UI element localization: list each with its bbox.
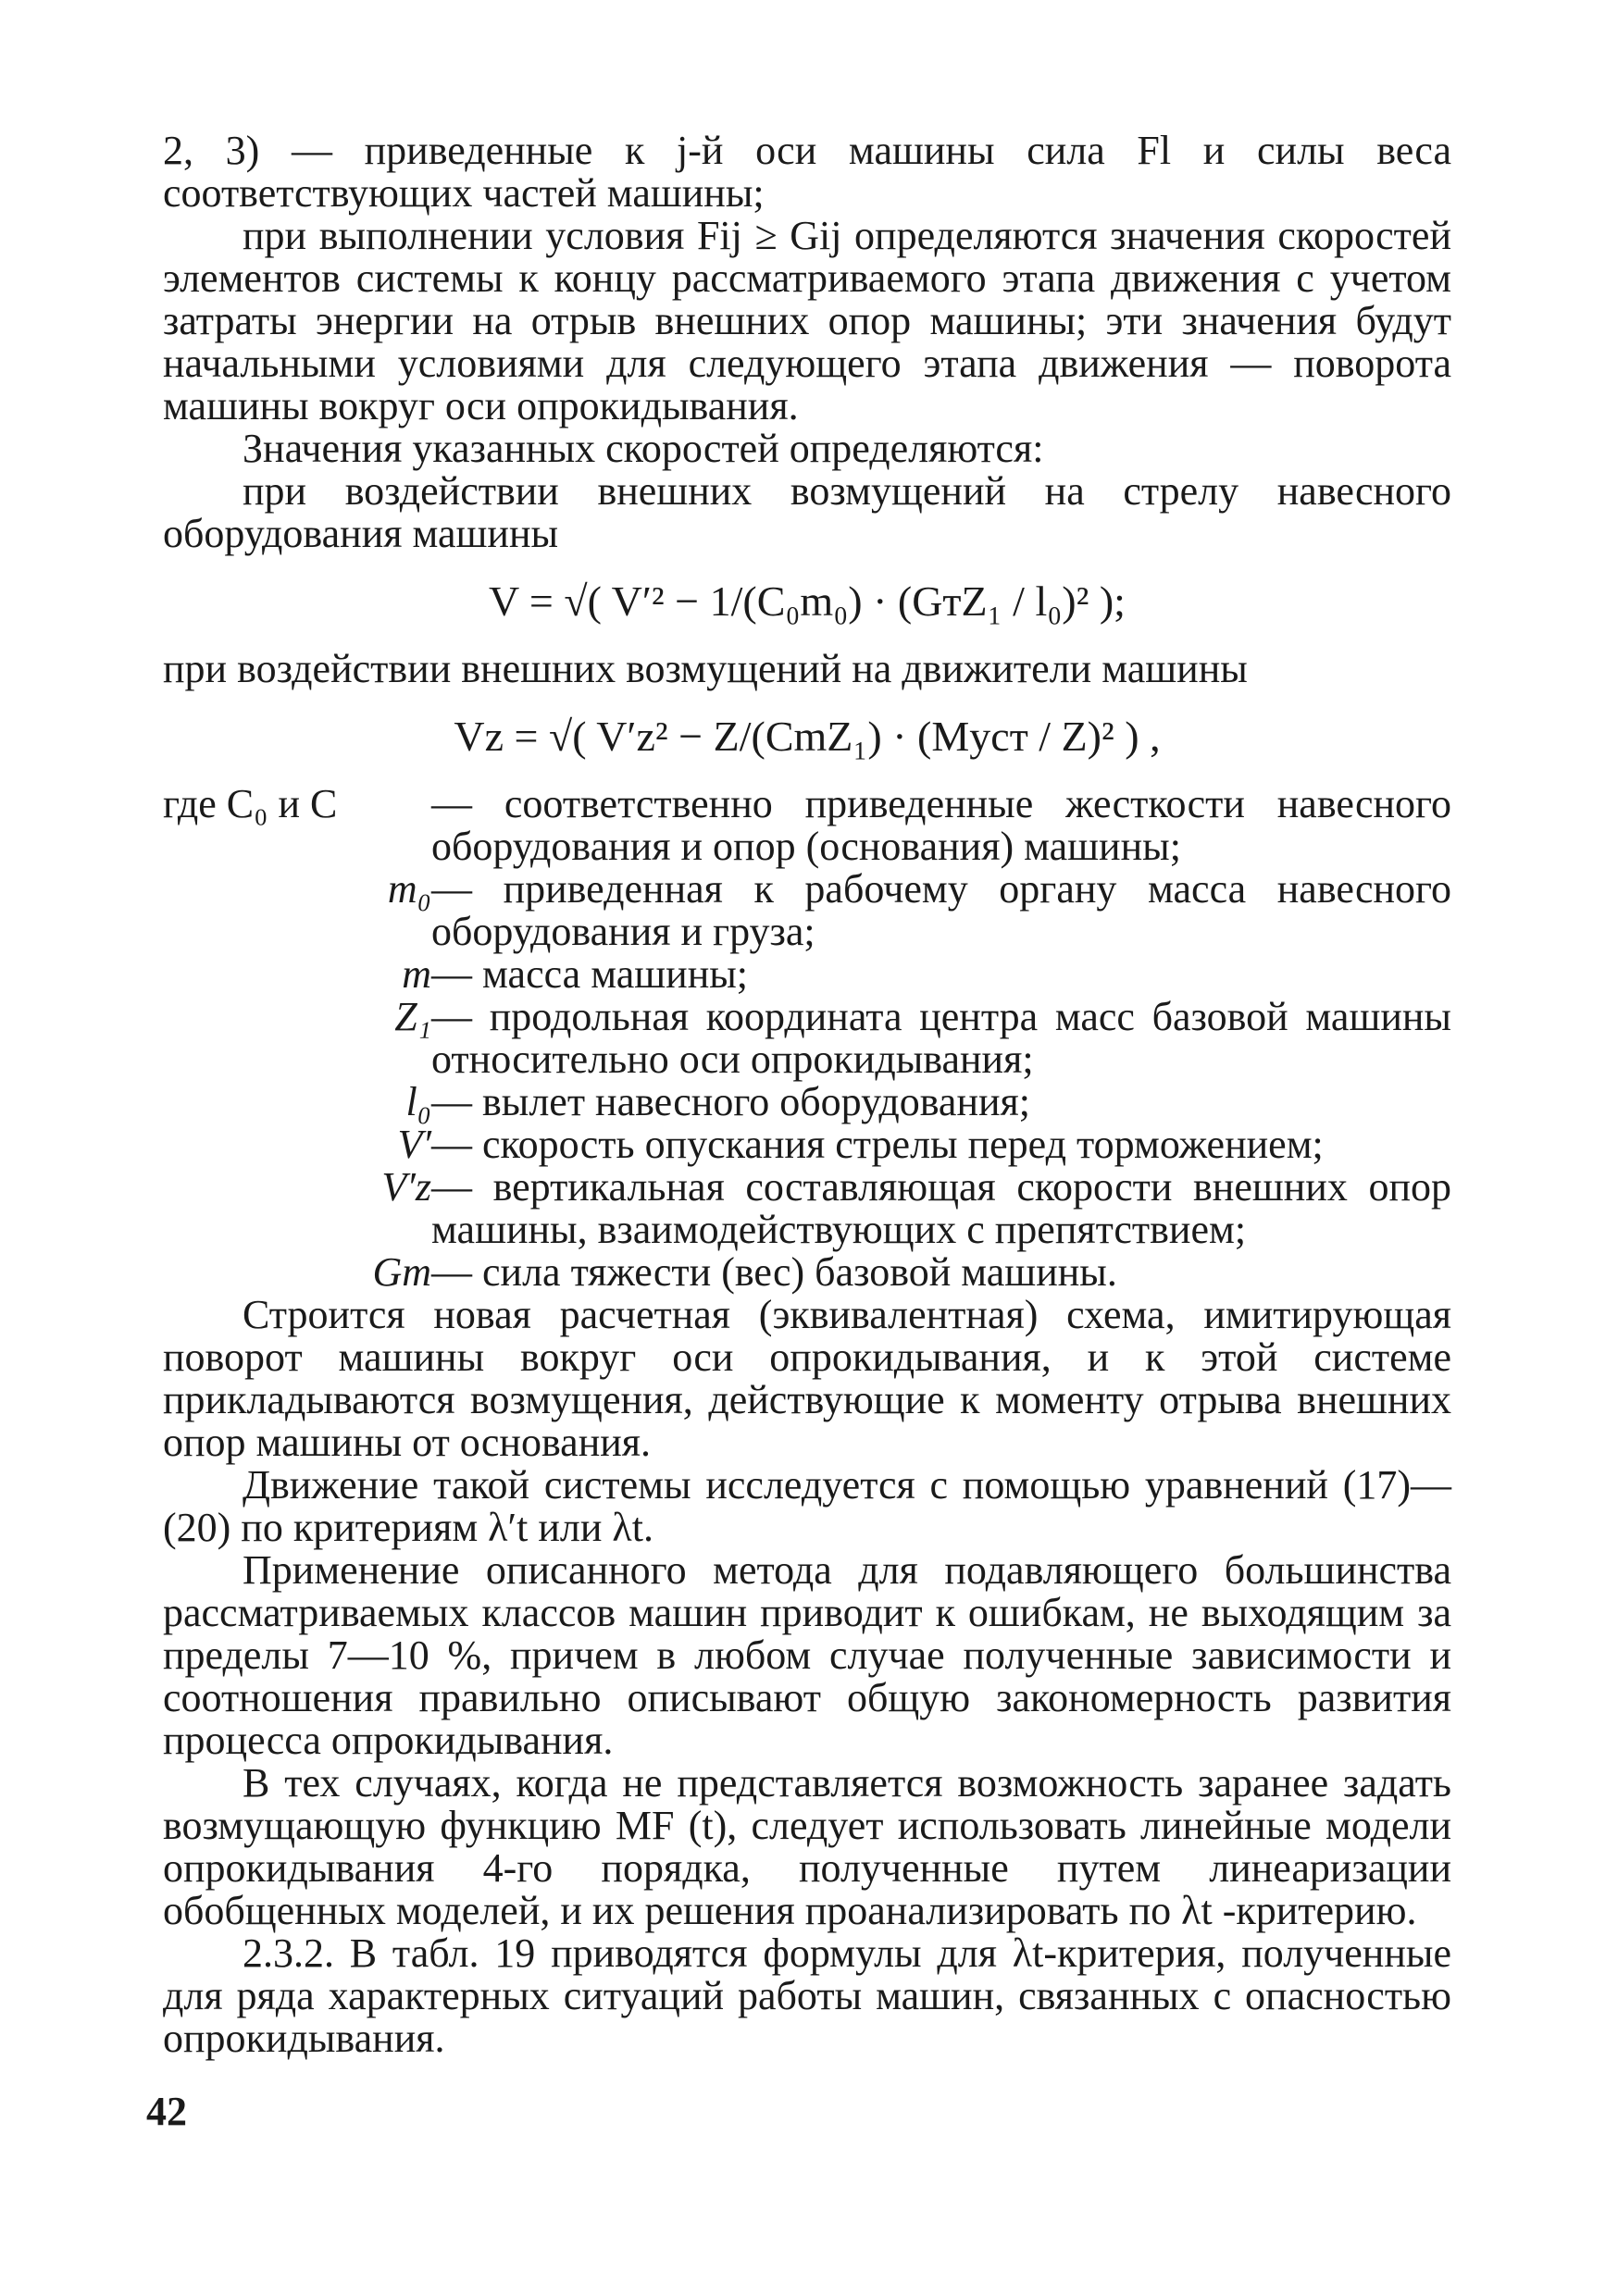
legend-symbol: m₀ xyxy=(387,866,431,912)
paragraph: Движение такой системы исследуется с помощью уравнений (17)—(20) по критериям λ′t или λt. xyxy=(163,1462,1451,1550)
legend-row xyxy=(163,1123,1451,1166)
legend-description: — вылет навесного оборудования; xyxy=(431,1079,1031,1124)
legend-row xyxy=(163,996,1451,1081)
legend-description: — приведенная к рабочему органу масса навесного оборудования и груза; xyxy=(431,866,1451,954)
body-text xyxy=(163,130,1451,2060)
paragraph: при воздействии внешних возмущений на движители машины xyxy=(163,646,1248,691)
legend-symbol: m xyxy=(402,951,431,997)
legend-description: — сила тяжести (вес) базовой машины. xyxy=(431,1249,1117,1295)
page-number: 42 xyxy=(146,2089,187,2134)
legend-symbol: Z₁ xyxy=(394,994,431,1039)
paragraph: 2.3.2. В табл. 19 приводятся формулы для λt-критерия, полученные для ряда характерных ситуаций работы машин, связанных с опасностью опрокидывания. xyxy=(163,1930,1451,2061)
paragraph: Применение описанного метода для подавляющего большинства рассматриваемых классов машин приводит к ошибкам, не выходящим за пределы 7—10 %, причем в любом случае полученные зависимости и соотношения правильно описывают общую закономерность развития процесса опрокидывания. xyxy=(163,1547,1451,1763)
legend-row xyxy=(163,953,1451,996)
legend-row xyxy=(163,783,1451,868)
formula-propulsor-velocity: Vz = √( V′z² − Z/(CmZ₁) · (Mуст / Z)² ) , xyxy=(454,713,1161,760)
paragraph: В тех случаях, когда не представляется возможность заранее задать возмущающую функцию MF (t), следует использовать линейные модели опрокидывания 4-го порядка, полученные путем линеаризации обобщенных моделей, и их решения проанализировать по λt -критерию. xyxy=(163,1760,1451,1933)
legend-symbol: где C₀ и C xyxy=(163,781,338,826)
legend-row xyxy=(163,1251,1451,1294)
paragraph: 2, 3) — приведенные к j-й оси машины сила Fl и силы веса соответствующих частей машины; xyxy=(163,128,1451,216)
legend-row xyxy=(163,868,1451,953)
legend-symbol: l₀ xyxy=(405,1079,431,1124)
legend-symbol: Gт xyxy=(372,1249,431,1295)
legend-description: — соответственно приведенные жесткости навесного оборудования и опор (основания) машины; xyxy=(431,781,1451,869)
formula-boom-velocity: V = √( V′² − 1/(C₀m₀) · (GтZ₁ / l₀)² ); xyxy=(489,577,1126,625)
paragraph: Значения указанных скоростей определяются: xyxy=(243,426,1044,471)
legend-description: — скорость опускания стрелы перед торможением; xyxy=(431,1122,1324,1167)
legend-symbol: V′ xyxy=(397,1122,431,1167)
paragraph: Строится новая расчетная (эквивалентная) схема, имитирующая поворот машины вокруг оси опрокидывания, и к этой системе прикладываются возмущения, действующие к моменту отрыва внешних опор машины от основания. xyxy=(163,1292,1451,1465)
legend-row xyxy=(163,1081,1451,1123)
paragraph: при воздействии внешних возмущений на стрелу навесного оборудования машины xyxy=(163,468,1451,556)
symbol-legend xyxy=(163,783,1451,1294)
paragraph: при выполнении условия Fij ≥ Gij определяются значения скоростей элементов системы к концу рассматриваемого этапа движения с учетом затраты энергии на отрыв внешних опор машины; эти значения будут начальными условиями для следующего этапа движения — поворота машины вокруг оси опрокидывания. xyxy=(163,213,1451,428)
legend-description: — вертикальная составляющая скорости внешних опор машины, взаимодействующих с препятствием; xyxy=(431,1164,1451,1252)
legend-description: — масса машины; xyxy=(431,951,749,997)
legend-row xyxy=(163,1166,1451,1251)
legend-symbol: V′z xyxy=(381,1164,431,1210)
legend-description: — продольная координата центра масс базовой машины относительно оси опрокидывания; xyxy=(431,994,1451,1082)
